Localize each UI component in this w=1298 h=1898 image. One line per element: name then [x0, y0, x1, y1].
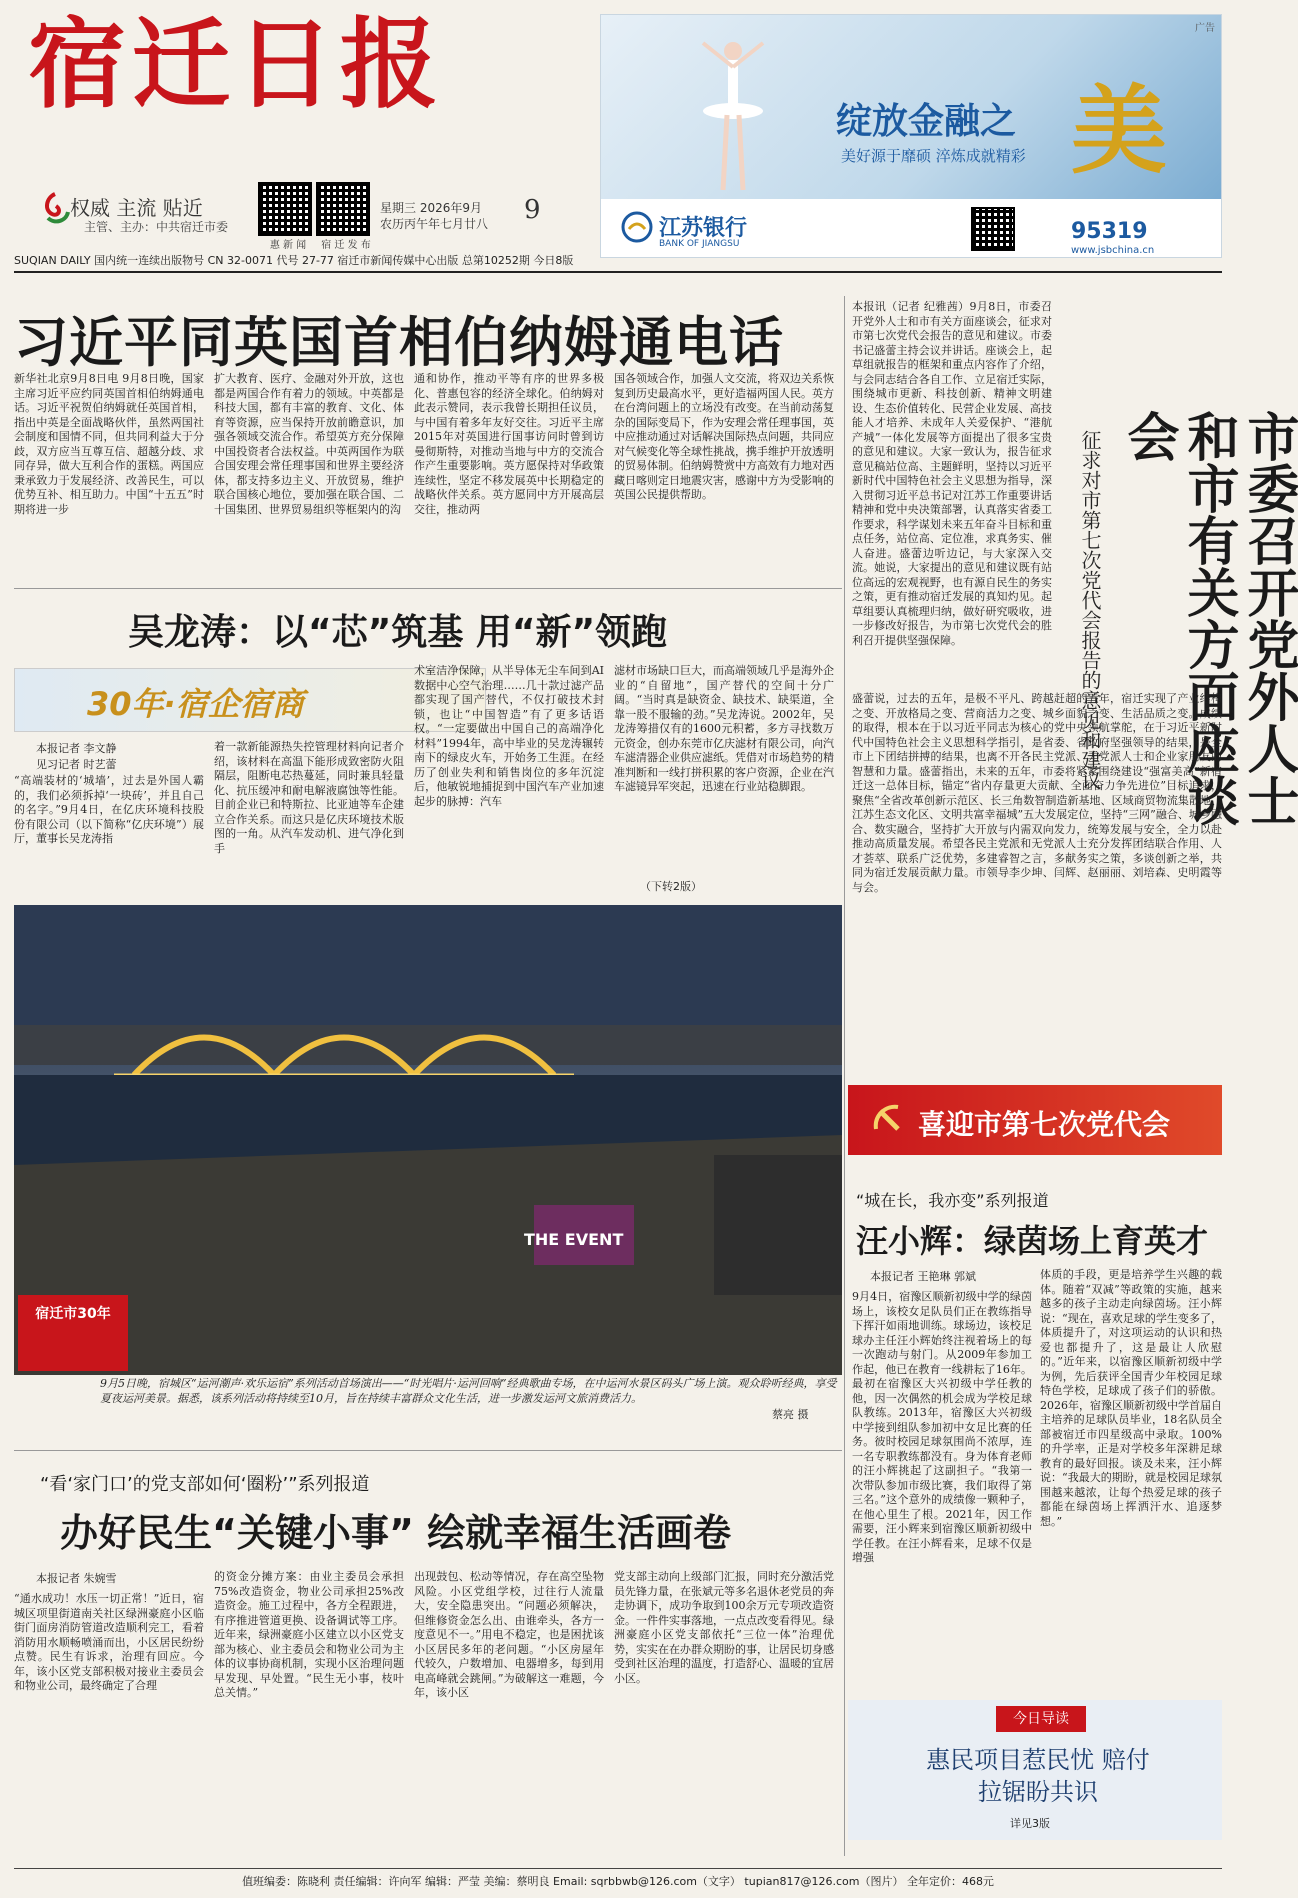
guide-title[interactable]: 惠民项目惹民忧 赔付拉锯盼共识 [926, 1746, 1150, 1806]
qr-code-icon [316, 182, 370, 236]
today-guide-box[interactable] [848, 1700, 1222, 1840]
right-vertical-subhead: 征求对市第七次党代会报告的意见和建议 [1078, 430, 1102, 790]
guide-page-ref[interactable]: 详见3版 [1010, 1817, 1050, 1830]
bottom-headline[interactable]: 办好民生“关键小事” 绘就幸福生活画卷 [60, 1511, 732, 1555]
divider [14, 588, 842, 589]
lead-column-3: 通和协作，推动平等有序的世界多极化、普惠包容的经济全球化。伯纳姆对此表示赞同，表示我曾长期担任议员，与中国有着多年友好交往。习近平主席2015年对英国进行国事访问时曾到访曼彻斯特，对推动当地与中方的交流合作产生重要影响。英方愿保持对华政策连续性，坚定不移发展英中长期稳定的战略伙伴关系。英方愿同中方开展高层交往，推动两 [414, 372, 604, 516]
river-concert-photo [14, 905, 842, 1375]
stage-screen-text: THE EVENT [524, 1230, 624, 1249]
footer-credits: 值班编委：陈晓利 责任编辑：许向军 编辑：严莹 美编：蔡明良 Email: sqrbbwb@126.com（文字） tupian817@126.com（图片） 全年定价：468元 [14, 1868, 1222, 1889]
anniversary-badge: 宿迁市30年 [18, 1295, 128, 1371]
photo-scene [14, 905, 842, 1375]
qr-caption: 宿 迁 发 布 [321, 240, 371, 251]
feature-byline-1: 本报记者 李文静 [36, 742, 117, 755]
bottom-column-1: “通水成功！水压一切正常！”近日，宿城区项里街道南关社区绿洲豪庭小区临街门面房消防管道改造顺利完工，看着消防用水顺畅喷涌而出，小区居民纷纷点赞。民生有诉求，治理有回应。今年，该小区党支部积极对接业主委员会和物业公司，最终确定了合理 [14, 1592, 204, 1692]
bottom-column-2: 的资金分摊方案：由业主委员会承担75%改造资金，物业公司承担25%改造资金。施工过程中，各方全程跟进，有序推进管道更换、设备调试等工序。近年来，绿洲豪庭小区建立以小区党支部为核心、业主委员会和物业公司为主体的议事协商机制，实现小区治理问题早发现、早处置。“民生无小事，枝叶总关情。” [214, 1570, 404, 1699]
photo-credit: 蔡亮 摄 [772, 1408, 809, 1421]
right-column-3: 9月4日，宿豫区顺新初级中学的绿茵场上，该校女足队员们正在教练指导下挥汗如雨地训练。球场边，该校足球办主任汪小辉始终注视着场上的每一次跑动与射门。从2009年参加工作起，他已在教育一线耕耘了16年。最初在宿豫区大兴初级中学任教的他，因一次偶然的机会成为学校足球队教练。2013年，宿豫区大兴初级中学接到组队参加初中女足比赛的任务。彼时校园足球氛围尚不浓厚，连一名专职教练都没有。身为体育老师的汪小辉挑起了这副担子。“我第一次带队参加市级比赛，我们取得了第三名。”这个意外的成绩像一颗种子，在他心里生了根。2021年，因工作需要，汪小辉来到宿豫区顺新初级中学任教。在汪小辉看来，足球不仅是增强 [852, 1290, 1032, 1564]
lead-column-1: 新华社北京9月8日电 9月8日晚，国家主席习近平应约同英国首相伯纳姆通电话。习近平祝贺伯纳姆就任英国首相，指出中英是全面战略伙伴，虽然两国社会制度和国情不同，但共同利益大于分歧，双方应当互尊互信、超越分歧、求同存异，做大互利合作的蛋糕。两国应秉承致力于发展经济、改善民生，可以优势互补、相互助力。中国“十五五”时期将进一步 [14, 372, 204, 516]
right-headline-2[interactable]: 汪小辉：绿茵场上育英才 [856, 1222, 1209, 1260]
bottom-series-label: “看‘家门口’的党支部如何‘圈粉’”系列报道 [40, 1474, 370, 1495]
ad-mark: 广告 [1195, 23, 1215, 34]
lead-column-4: 国各领域合作，加强人文交流，将双边关系恢复到历史最高水平，更好造福两国人民。英方在台湾问题上的立场没有改变。在当前动荡复杂的国际变局下，作为安理会常任理事国，英中应推动通过对话解决国际热点问题，共同应对气候变化等全球性挑战，携手维护开放透明的贸易体制。伯纳姆赞赏中方高效有力地对西藏日喀则定日地震灾害，感谢中方为受影响的英国公民提供帮助。 [614, 372, 834, 501]
feature-column-2: 着一款新能源热失控管理材料向记者介绍，该材料在高温下能形成致密防火阻隔层，阻断电芯热蔓延，同时兼具轻量化、抗压缓冲和耐电解液腐蚀等性能。目前企业已和特斯拉、比亚迪等车企建立合作关系。而这只是亿庆环境技术版图的一角。从汽车发动机、进气净化到手 [214, 740, 404, 855]
divider [14, 1450, 842, 1451]
date-text: 星期三 2026年9月 [380, 201, 482, 215]
feature-column-3: 术室洁净保障，从半导体无尘车间到AI数据中心空气治理……几十款过滤产品都实现了国产替代，不仅打破技术封锁，也让“中国智造”有了更多话语权。“一定要做出中国自己的高端净化材料”1994年，高中毕业的吴龙涛辗转南下的绿皮火车，开始务工生涯。在经历了创业失利和销售岗位的多年沉淀后，他敏锐地捕捉到中国汽车产业加速起步的脉搏：汽车 [414, 664, 604, 808]
feature-column-1: “高端装材的‘城墙’，过去是外国人霸的，我们必须拆掉‘一块砖’，并且自己的名字。”9月4日，在亿庆环境科技股份有限公司（以下简称“亿庆环境”）展厅，董事长吴龙涛指 [14, 774, 204, 845]
masthead-title: 宿迁日报 [28, 7, 445, 122]
bottom-column-3: 出现鼓包、松动等情况，存在高空坠物风险。小区党组学校，过往行人流量大，安全隐患突出。“问题必须解决，但维修资金怎么出、由谁牵头，各方一度意见不一。”用电不稳定，也是困扰该小区居民多年的老问题。“小区房屋年代较久，户数增加、电器增多，每到用电高峰就会跳闸。”为破解这一难题，今年，该小区 [414, 1570, 604, 1699]
bank-name: 江苏银行 [659, 215, 748, 241]
right-byline: 本报记者 王艳琳 郭斌 [870, 1270, 976, 1283]
feature-byline-2: 见习记者 时艺蕾 [36, 758, 117, 771]
right-series-label: “城在长，我亦变”系列报道 [856, 1191, 1049, 1210]
bank-name-en: BANK OF JIANGSU [659, 239, 740, 249]
masthead-sponsor: 主管、主办：中共宿迁市委 [84, 220, 229, 234]
date-day: 9 [524, 195, 541, 225]
bank-advertisement[interactable] [600, 14, 1222, 258]
party-banner-text: 喜迎市第七次党代会 [918, 1108, 1171, 1141]
guide-label: 今日导读 [996, 1706, 1086, 1732]
ad-headline: 绽放金融之 [836, 101, 1017, 142]
qr-code-2[interactable] [316, 182, 376, 251]
bank-logo-icon [621, 211, 653, 243]
publication-info: SUQIAN DAILY 国内统一连续出版物号 CN 32-0071 代号 27-77 宿迁市新闻传媒中心出版 总第10252期 今日8版 [14, 252, 1222, 273]
right-vertical-headline[interactable]: 市委召开党外人士和市有关方面座谈会 [1118, 410, 1298, 826]
feature-continued[interactable]: （下转2版） [640, 880, 702, 893]
right-story-lead: 本报讯（记者 纪雅茜）9月8日，市委召开党外人士和市有关方面座谈会，征求对市第七次党代会报告的意见和建议。市委书记盛蕾主持会议并讲话。座谈会上，起草组就报告的框架和重点内容作了介绍，与会同志结合各自工作、立足宿迁实际，围绕城市更新、科技创新、精神文明建设、生态价值转化、民营企业发展、高技能人才培养、未成年人关爱保护、“港航产城”一体化发展等方面提出了很多宝贵的意见和建议。大家一致认为，报告征求意见稿站位高、主题鲜明，坚持以习近平新时代中国特色社会主义思想为指导，深入贯彻习近平总书记对江苏工作重要讲话精神和党中央决策部署，认真落实省委工作要求，科学谋划未来五年奋斗目标和重点任务，站位高、定位准，求真务实、催人奋进。盛蕾边听边记，与大家深入交流。她说，大家提出的意见和建议既有站位高远的宏观视野，也有源自民生的务实之策，更有推动宿迁发展的真知灼见。起草组要认真梳理归纳，做好研究吸收，进一步修改好报告，为市第七次党代会的胜利召开提供坚强保障。 [852, 300, 1052, 647]
feature-headline[interactable]: 吴龙涛：以“芯”筑基 用“新”领跑 [128, 612, 668, 653]
lunar-date: 农历丙午年七月廿八 [380, 217, 489, 231]
lead-column-2: 扩大教育、医疗、金融对外开放，这也都是两国合作有着力的领域。中英都是科技大国，都有丰富的教育、文化、体育等资源，应当保持开放前瞻意识，加强各领域交流合作。希望英方充分保障中国投资者合法权益。中英两国作为联合国安理会常任理事国和世界主要经济体，都支持多边主义、开放贸易，维护联合国核心地位，要加强在联合国、二十国集团、世界贸易组织等框架内的沟 [214, 372, 404, 516]
photo-caption: 9月5日晚，宿城区“运河潮声·欢乐运宿”系列活动首场演出——“时光唱片·运河回响”经典歌曲专场，在中运河水景区码头广场上演。观众聆听经典，享受夏夜运河美景。据悉，该系列活动将持续至10月，旨在持续丰富群众文化生活，进一步激发运河文旅消费活力。 [100, 1377, 837, 1405]
dateline [380, 200, 530, 232]
lead-headline[interactable]: 习近平同英国首相伯纳姆通电话 [14, 311, 784, 374]
hammer-sickle-icon [868, 1099, 908, 1139]
ballet-dancer-icon [697, 35, 767, 195]
newspaper-logo-icon [40, 192, 70, 226]
qr-code-icon [258, 182, 312, 236]
feature-column-4: 滤材市场缺口巨大，而高端领域几乎是海外企业的“自留地”，国产替代的空间十分广阔。“当时真是缺资金、缺技术、缺渠道，全靠一股不服输的劲。”吴龙涛说。2002年，吴龙涛筹措仅有的1600元积蓄，多方寻找数万元资金，创办东莞市亿庆滤材有限公司，向汽车滤清器企业供应滤纸。凭借对市场趋势的精准判断和一线打拼积累的客户资源，企业在汽车滤镜异军突起，迅速在行业站稳脚跟。 [614, 664, 834, 793]
bottom-byline: 本报记者 朱婉雪 [36, 1572, 117, 1585]
bottom-column-4: 党支部主动向上级部门汇报，同时充分激活党员先锋力量，在张斌元等多名退休老党员的奔走协调下，成功争取到100余万元专项改造资金。一件件实事落地，一点点改变看得见。绿洲豪庭小区党支部依托“三位一体”治理优势，实实在在办群众期盼的事，让居民切身感受到社区治理的温度，打造舒心、温暖的宜居小区。 [614, 1570, 834, 1685]
qr-caption: 惠 新 闻 [269, 240, 307, 251]
bank-phone: 95319 [1071, 219, 1148, 244]
qr-code-1[interactable] [258, 182, 318, 251]
ad-mei: 美 [1071, 74, 1167, 187]
column-divider [844, 296, 845, 1856]
ad-subtitle: 美好源于靡硕 淬炼成就精彩 [841, 147, 1026, 165]
bank-website[interactable]: www.jsbchina.cn [1071, 245, 1155, 256]
right-column-4: 体质的手段，更是培养学生兴趣的载体。随着“双减”等政策的实施，越来越多的孩子主动走向绿茵场。汪小辉说：“现在，喜欢足球的学生变多了，体质提升了，对这项运动的认识和热爱也都提升了，这是最让人欣慰的。”近年来，以宿豫区顺新初级中学为例，先后获评全国青少年校园足球特色学校，足球成了孩子们的骄傲。2026年，宿豫区顺新初级中学首届自主培养的足球队员毕业，18名队员全部被宿迁市四星级高中录取。100%的升学率，正是对学校多年深耕足球教育的最好回报。谈及未来，汪小辉说：“我最大的期盼，就是校园足球氛围越来越浓，让每个热爱足球的孩子都能在绿茵场上挥洒汗水、追逐梦想。” [1040, 1268, 1222, 1528]
right-story-body: 盛蕾说，过去的五年，是极不平凡、跨越赶超的五年，宿迁实现了产业结构之变、开放格局之变、营商活力之变、城乡面貌之变、生活品质之变。成绩的取得，根本在于以习近平同志为核心的党中央领航掌舵，在于习近平新时代中国特色社会主义思想科学指引，是省委、省政府坚强领导的结果，是全市上下团结拼搏的结果，也离不开各民主党派、无党派人士和企业家朋友的智慧和力量。盛蕾指出，未来的五年，市委将紧紧围绕建设“强富美高”新宿迁这一总体目标，锚定“省内存量更大贡献、全面奋力争先进位”目标追求，聚焦“全省改革创新示范区、长三角数智制造新基地、区域商贸物流集散地、江苏生态文化区、文明共富幸福城”五大发展定位，坚持“三网”融合、城乡融合、数实融合，坚持扩大开放与内需双向发力，统筹发展与安全，全力以赴推动高质量发展。希望各民主党派和无党派人士充分发挥团结联合作用、人才荟萃、联系广泛优势，多建睿智之言，多献务实之策，多谈创新之举，共同为宿迁发展贡献力量。市领导李少坤、闫辉、赵丽丽、刘培森、史明霞等与会。 [852, 692, 1222, 894]
qr-code-icon [971, 207, 1015, 251]
banner-text: 30年·宿企宿商 [87, 685, 304, 723]
masthead-slogan: 权威 主流 贴近 [70, 196, 203, 220]
party-congress-banner [848, 1085, 1222, 1155]
ad-qr-code[interactable] [971, 207, 1015, 251]
